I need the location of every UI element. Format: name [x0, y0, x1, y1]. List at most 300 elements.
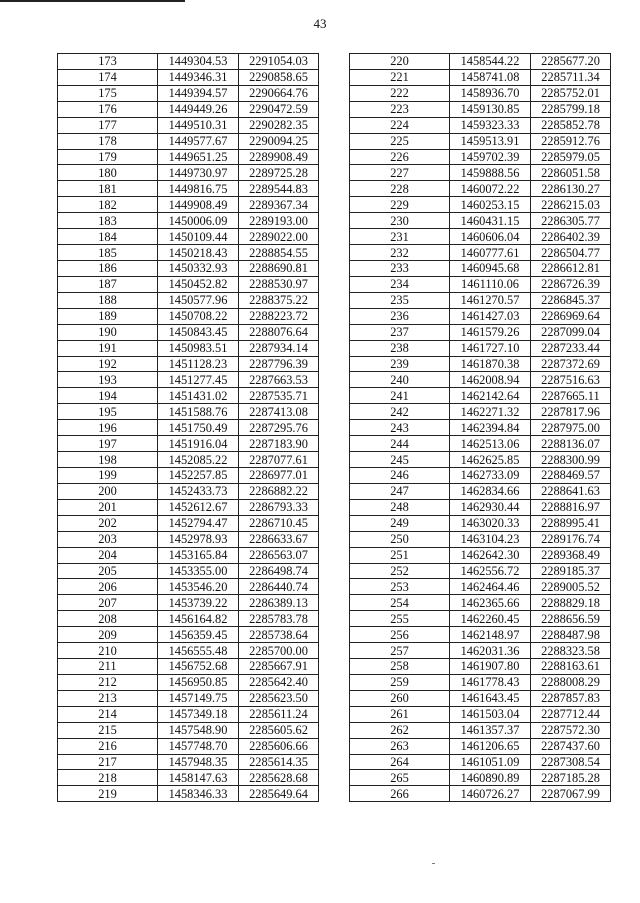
point-number-cell: 183 [58, 213, 158, 229]
y-coordinate-cell: 2287975.00 [531, 420, 611, 436]
y-coordinate-cell: 2288008.29 [531, 674, 611, 690]
table-row [350, 738, 611, 754]
point-number-cell: 212 [58, 674, 158, 690]
x-coordinate-cell: 1449304.53 [158, 54, 239, 70]
table-row [350, 117, 611, 133]
table-row [58, 595, 319, 611]
x-coordinate-cell: 1452612.67 [158, 499, 239, 515]
point-number-cell: 185 [58, 245, 158, 261]
point-number-cell: 258 [350, 659, 450, 675]
table-row [58, 467, 319, 483]
point-number-cell: 226 [350, 149, 450, 165]
point-number-cell: 208 [58, 611, 158, 627]
point-number-cell: 225 [350, 133, 450, 149]
table-row [350, 531, 611, 547]
x-coordinate-cell: 1451128.23 [158, 356, 239, 372]
x-coordinate-cell: 1456164.82 [158, 611, 239, 627]
table-row [58, 54, 319, 70]
y-coordinate-cell: 2288163.61 [531, 659, 611, 675]
point-number-cell: 191 [58, 340, 158, 356]
y-coordinate-cell: 2288487.98 [531, 627, 611, 643]
table-row [350, 563, 611, 579]
y-coordinate-cell: 2287308.54 [531, 754, 611, 770]
y-coordinate-cell: 2285783.78 [239, 611, 319, 627]
point-number-cell: 235 [350, 292, 450, 308]
x-coordinate-cell: 1449577.67 [158, 133, 239, 149]
x-coordinate-cell: 1461643.45 [450, 690, 531, 706]
point-number-cell: 236 [350, 308, 450, 324]
y-coordinate-cell: 2288690.81 [239, 260, 319, 276]
x-coordinate-cell: 1452978.93 [158, 531, 239, 547]
x-coordinate-cell: 1462625.85 [450, 452, 531, 468]
x-coordinate-cell: 1461110.06 [450, 276, 531, 292]
point-number-cell: 218 [58, 770, 158, 786]
x-coordinate-cell: 1452433.73 [158, 483, 239, 499]
point-number-cell: 252 [350, 563, 450, 579]
point-number-cell: 205 [58, 563, 158, 579]
x-coordinate-cell: 1460253.15 [450, 197, 531, 213]
y-coordinate-cell: 2287817.96 [531, 404, 611, 420]
table-row [58, 674, 319, 690]
table-row [58, 547, 319, 563]
table-row [350, 181, 611, 197]
point-number-cell: 209 [58, 627, 158, 643]
point-number-cell: 210 [58, 643, 158, 659]
table-row [350, 276, 611, 292]
x-coordinate-cell: 1449651.25 [158, 149, 239, 165]
table-row [350, 101, 611, 117]
x-coordinate-cell: 1460726.27 [450, 786, 531, 802]
point-number-cell: 246 [350, 467, 450, 483]
table-row [350, 706, 611, 722]
x-coordinate-cell: 1459323.33 [450, 117, 531, 133]
y-coordinate-cell: 2289022.00 [239, 229, 319, 245]
table-row [58, 372, 319, 388]
point-number-cell: 253 [350, 579, 450, 595]
point-number-cell: 222 [350, 85, 450, 101]
y-coordinate-cell: 2286977.01 [239, 467, 319, 483]
x-coordinate-cell: 1456359.45 [158, 627, 239, 643]
y-coordinate-cell: 2286215.03 [531, 197, 611, 213]
y-coordinate-cell: 2285606.66 [239, 738, 319, 754]
y-coordinate-cell: 2285642.40 [239, 674, 319, 690]
table-row [58, 388, 319, 404]
table-row [350, 690, 611, 706]
point-number-cell: 184 [58, 229, 158, 245]
y-coordinate-cell: 2289185.37 [531, 563, 611, 579]
table-row [58, 706, 319, 722]
x-coordinate-cell: 1461270.57 [450, 292, 531, 308]
table-row [350, 324, 611, 340]
y-coordinate-cell: 2290472.59 [239, 101, 319, 117]
table-row [58, 292, 319, 308]
table-row [350, 627, 611, 643]
y-coordinate-cell: 2286051.58 [531, 165, 611, 181]
point-number-cell: 203 [58, 531, 158, 547]
table-row [58, 770, 319, 786]
point-number-cell: 262 [350, 722, 450, 738]
y-coordinate-cell: 2285611.24 [239, 706, 319, 722]
table-row [350, 372, 611, 388]
y-coordinate-cell: 2287535.71 [239, 388, 319, 404]
y-coordinate-cell: 2286440.74 [239, 579, 319, 595]
table-row [58, 165, 319, 181]
table-row [58, 515, 319, 531]
point-number-cell: 233 [350, 260, 450, 276]
table-row [350, 356, 611, 372]
point-number-cell: 206 [58, 579, 158, 595]
x-coordinate-cell: 1449346.31 [158, 69, 239, 85]
x-coordinate-cell: 1450109.44 [158, 229, 239, 245]
table-row [350, 452, 611, 468]
table-row [58, 260, 319, 276]
table-row [58, 85, 319, 101]
x-coordinate-cell: 1456555.48 [158, 643, 239, 659]
x-coordinate-cell: 1460431.15 [450, 213, 531, 229]
x-coordinate-cell: 1453739.22 [158, 595, 239, 611]
x-coordinate-cell: 1462930.44 [450, 499, 531, 515]
point-number-cell: 204 [58, 547, 158, 563]
x-coordinate-cell: 1452257.85 [158, 467, 239, 483]
x-coordinate-cell: 1459888.56 [450, 165, 531, 181]
point-number-cell: 199 [58, 467, 158, 483]
y-coordinate-cell: 2287663.53 [239, 372, 319, 388]
table-row [350, 388, 611, 404]
table-row [350, 229, 611, 245]
point-number-cell: 188 [58, 292, 158, 308]
table-row [58, 611, 319, 627]
y-coordinate-cell: 2287934.14 [239, 340, 319, 356]
point-number-cell: 255 [350, 611, 450, 627]
table-row [58, 738, 319, 754]
table-row [58, 149, 319, 165]
y-coordinate-cell: 2288469.57 [531, 467, 611, 483]
point-number-cell: 231 [350, 229, 450, 245]
y-coordinate-cell: 2288300.99 [531, 452, 611, 468]
point-number-cell: 213 [58, 690, 158, 706]
y-coordinate-cell: 2289005.52 [531, 579, 611, 595]
y-coordinate-cell: 2286969.64 [531, 308, 611, 324]
y-coordinate-cell: 2287067.99 [531, 786, 611, 802]
x-coordinate-cell: 1450983.51 [158, 340, 239, 356]
x-coordinate-cell: 1461503.04 [450, 706, 531, 722]
x-coordinate-cell: 1450452.82 [158, 276, 239, 292]
y-coordinate-cell: 2287413.08 [239, 404, 319, 420]
x-coordinate-cell: 1458544.22 [450, 54, 531, 70]
y-coordinate-cell: 2288829.18 [531, 595, 611, 611]
y-coordinate-cell: 2287796.39 [239, 356, 319, 372]
point-number-cell: 224 [350, 117, 450, 133]
table-row [350, 340, 611, 356]
table-row [58, 452, 319, 468]
point-number-cell: 200 [58, 483, 158, 499]
table-row [350, 643, 611, 659]
point-number-cell: 214 [58, 706, 158, 722]
x-coordinate-cell: 1449816.75 [158, 181, 239, 197]
y-coordinate-cell: 2287183.90 [239, 436, 319, 452]
y-coordinate-cell: 2287295.76 [239, 420, 319, 436]
x-coordinate-cell: 1449510.31 [158, 117, 239, 133]
table-row [350, 722, 611, 738]
point-number-cell: 257 [350, 643, 450, 659]
x-coordinate-cell: 1462556.72 [450, 563, 531, 579]
y-coordinate-cell: 2285799.18 [531, 101, 611, 117]
x-coordinate-cell: 1449394.57 [158, 85, 239, 101]
point-number-cell: 229 [350, 197, 450, 213]
y-coordinate-cell: 2285711.34 [531, 69, 611, 85]
point-number-cell: 263 [350, 738, 450, 754]
x-coordinate-cell: 1463020.33 [450, 515, 531, 531]
table-row [58, 276, 319, 292]
x-coordinate-cell: 1462394.84 [450, 420, 531, 436]
y-coordinate-cell: 2285738.64 [239, 627, 319, 643]
x-coordinate-cell: 1462834.66 [450, 483, 531, 499]
table-row [350, 165, 611, 181]
x-coordinate-cell: 1452794.47 [158, 515, 239, 531]
table-row [350, 611, 611, 627]
y-coordinate-cell: 2289544.83 [239, 181, 319, 197]
y-coordinate-cell: 2288136.07 [531, 436, 611, 452]
x-coordinate-cell: 1460072.22 [450, 181, 531, 197]
table-row [58, 213, 319, 229]
table-row [350, 69, 611, 85]
x-coordinate-cell: 1461357.37 [450, 722, 531, 738]
y-coordinate-cell: 2288375.22 [239, 292, 319, 308]
point-number-cell: 240 [350, 372, 450, 388]
table-row [350, 197, 611, 213]
x-coordinate-cell: 1461427.03 [450, 308, 531, 324]
table-row [350, 213, 611, 229]
table-row [58, 659, 319, 675]
table-row [350, 595, 611, 611]
point-number-cell: 237 [350, 324, 450, 340]
y-coordinate-cell: 2287185.28 [531, 770, 611, 786]
y-coordinate-cell: 2287233.44 [531, 340, 611, 356]
x-coordinate-cell: 1462148.97 [450, 627, 531, 643]
point-number-cell: 243 [350, 420, 450, 436]
x-coordinate-cell: 1459130.85 [450, 101, 531, 117]
point-number-cell: 198 [58, 452, 158, 468]
y-coordinate-cell: 2290094.25 [239, 133, 319, 149]
x-coordinate-cell: 1461206.65 [450, 738, 531, 754]
table-row [350, 483, 611, 499]
point-number-cell: 261 [350, 706, 450, 722]
y-coordinate-cell: 2286633.67 [239, 531, 319, 547]
point-number-cell: 251 [350, 547, 450, 563]
y-coordinate-cell: 2288076.64 [239, 324, 319, 340]
table-row [58, 308, 319, 324]
y-coordinate-cell: 2285752.01 [531, 85, 611, 101]
point-number-cell: 173 [58, 54, 158, 70]
table-row [350, 547, 611, 563]
point-number-cell: 195 [58, 404, 158, 420]
table-row [350, 149, 611, 165]
point-number-cell: 202 [58, 515, 158, 531]
x-coordinate-cell: 1450708.22 [158, 308, 239, 324]
y-coordinate-cell: 2286845.37 [531, 292, 611, 308]
table-row [58, 420, 319, 436]
x-coordinate-cell: 1450577.96 [158, 292, 239, 308]
y-coordinate-cell: 2285912.76 [531, 133, 611, 149]
point-number-cell: 177 [58, 117, 158, 133]
table-row [350, 420, 611, 436]
point-number-cell: 223 [350, 101, 450, 117]
table-row [58, 627, 319, 643]
x-coordinate-cell: 1459513.91 [450, 133, 531, 149]
y-coordinate-cell: 2288656.59 [531, 611, 611, 627]
point-number-cell: 187 [58, 276, 158, 292]
point-number-cell: 178 [58, 133, 158, 149]
table-row [350, 54, 611, 70]
y-coordinate-cell: 2288641.63 [531, 483, 611, 499]
point-number-cell: 232 [350, 245, 450, 261]
point-number-cell: 176 [58, 101, 158, 117]
x-coordinate-cell: 1450218.43 [158, 245, 239, 261]
point-number-cell: 254 [350, 595, 450, 611]
point-number-cell: 234 [350, 276, 450, 292]
x-coordinate-cell: 1451916.04 [158, 436, 239, 452]
point-number-cell: 174 [58, 69, 158, 85]
table-row [350, 436, 611, 452]
x-coordinate-cell: 1460606.04 [450, 229, 531, 245]
table-row [58, 101, 319, 117]
table-row [58, 181, 319, 197]
x-coordinate-cell: 1456752.68 [158, 659, 239, 675]
table-row [58, 197, 319, 213]
y-coordinate-cell: 2288995.41 [531, 515, 611, 531]
y-coordinate-cell: 2286389.13 [239, 595, 319, 611]
point-number-cell: 217 [58, 754, 158, 770]
point-number-cell: 219 [58, 786, 158, 802]
y-coordinate-cell: 2285852.78 [531, 117, 611, 133]
table-row [58, 404, 319, 420]
point-number-cell: 192 [58, 356, 158, 372]
y-coordinate-cell: 2285979.05 [531, 149, 611, 165]
point-number-cell: 220 [350, 54, 450, 70]
point-number-cell: 250 [350, 531, 450, 547]
y-coordinate-cell: 2287857.83 [531, 690, 611, 706]
table-row [58, 436, 319, 452]
table-row [58, 579, 319, 595]
point-number-cell: 228 [350, 181, 450, 197]
x-coordinate-cell: 1462271.32 [450, 404, 531, 420]
x-coordinate-cell: 1462260.45 [450, 611, 531, 627]
x-coordinate-cell: 1460777.61 [450, 245, 531, 261]
x-coordinate-cell: 1457948.35 [158, 754, 239, 770]
y-coordinate-cell: 2290664.76 [239, 85, 319, 101]
y-coordinate-cell: 2287712.44 [531, 706, 611, 722]
table-row [350, 659, 611, 675]
point-number-cell: 207 [58, 595, 158, 611]
point-number-cell: 181 [58, 181, 158, 197]
x-coordinate-cell: 1458147.63 [158, 770, 239, 786]
y-coordinate-cell: 2286612.81 [531, 260, 611, 276]
y-coordinate-cell: 2285649.64 [239, 786, 319, 802]
x-coordinate-cell: 1462464.46 [450, 579, 531, 595]
table-row [58, 356, 319, 372]
point-number-cell: 238 [350, 340, 450, 356]
x-coordinate-cell: 1458346.33 [158, 786, 239, 802]
y-coordinate-cell: 2285700.00 [239, 643, 319, 659]
y-coordinate-cell: 2289367.34 [239, 197, 319, 213]
y-coordinate-cell: 2287665.11 [531, 388, 611, 404]
y-coordinate-cell: 2286882.22 [239, 483, 319, 499]
y-coordinate-cell: 2287437.60 [531, 738, 611, 754]
table-row [350, 674, 611, 690]
point-number-cell: 201 [58, 499, 158, 515]
table-row [58, 324, 319, 340]
x-coordinate-cell: 1449730.97 [158, 165, 239, 181]
y-coordinate-cell: 2291054.03 [239, 54, 319, 70]
table-row [350, 133, 611, 149]
y-coordinate-cell: 2289193.00 [239, 213, 319, 229]
y-coordinate-cell: 2289368.49 [531, 547, 611, 563]
x-coordinate-cell: 1461051.09 [450, 754, 531, 770]
table-row [58, 643, 319, 659]
x-coordinate-cell: 1450006.09 [158, 213, 239, 229]
point-number-cell: 265 [350, 770, 450, 786]
scan-speck [432, 863, 435, 864]
x-coordinate-cell: 1461778.43 [450, 674, 531, 690]
table-row [58, 117, 319, 133]
table-row [58, 531, 319, 547]
y-coordinate-cell: 2289176.74 [531, 531, 611, 547]
y-coordinate-cell: 2286498.74 [239, 563, 319, 579]
table-row [58, 722, 319, 738]
point-number-cell: 194 [58, 388, 158, 404]
x-coordinate-cell: 1461870.38 [450, 356, 531, 372]
point-number-cell: 216 [58, 738, 158, 754]
point-number-cell: 266 [350, 786, 450, 802]
point-number-cell: 182 [58, 197, 158, 213]
y-coordinate-cell: 2289908.49 [239, 149, 319, 165]
table-row [58, 754, 319, 770]
table-row [350, 308, 611, 324]
coordinates-table-right [349, 53, 611, 802]
point-number-cell: 256 [350, 627, 450, 643]
x-coordinate-cell: 1458741.08 [450, 69, 531, 85]
point-number-cell: 180 [58, 165, 158, 181]
y-coordinate-cell: 2285677.20 [531, 54, 611, 70]
point-number-cell: 197 [58, 436, 158, 452]
y-coordinate-cell: 2286793.33 [239, 499, 319, 515]
y-coordinate-cell: 2290858.65 [239, 69, 319, 85]
point-number-cell: 186 [58, 260, 158, 276]
table-row [350, 786, 611, 802]
table-row [350, 85, 611, 101]
x-coordinate-cell: 1461727.10 [450, 340, 531, 356]
y-coordinate-cell: 2289725.28 [239, 165, 319, 181]
point-number-cell: 175 [58, 85, 158, 101]
table-row [350, 292, 611, 308]
point-number-cell: 239 [350, 356, 450, 372]
x-coordinate-cell: 1462031.36 [450, 643, 531, 659]
table-row [350, 467, 611, 483]
point-number-cell: 211 [58, 659, 158, 675]
x-coordinate-cell: 1457349.18 [158, 706, 239, 722]
point-number-cell: 247 [350, 483, 450, 499]
x-coordinate-cell: 1449449.26 [158, 101, 239, 117]
x-coordinate-cell: 1457548.90 [158, 722, 239, 738]
y-coordinate-cell: 2288816.97 [531, 499, 611, 515]
table-row [350, 770, 611, 786]
x-coordinate-cell: 1449908.49 [158, 197, 239, 213]
x-coordinate-cell: 1460890.89 [450, 770, 531, 786]
point-number-cell: 189 [58, 308, 158, 324]
y-coordinate-cell: 2286130.27 [531, 181, 611, 197]
y-coordinate-cell: 2290282.35 [239, 117, 319, 133]
point-number-cell: 241 [350, 388, 450, 404]
